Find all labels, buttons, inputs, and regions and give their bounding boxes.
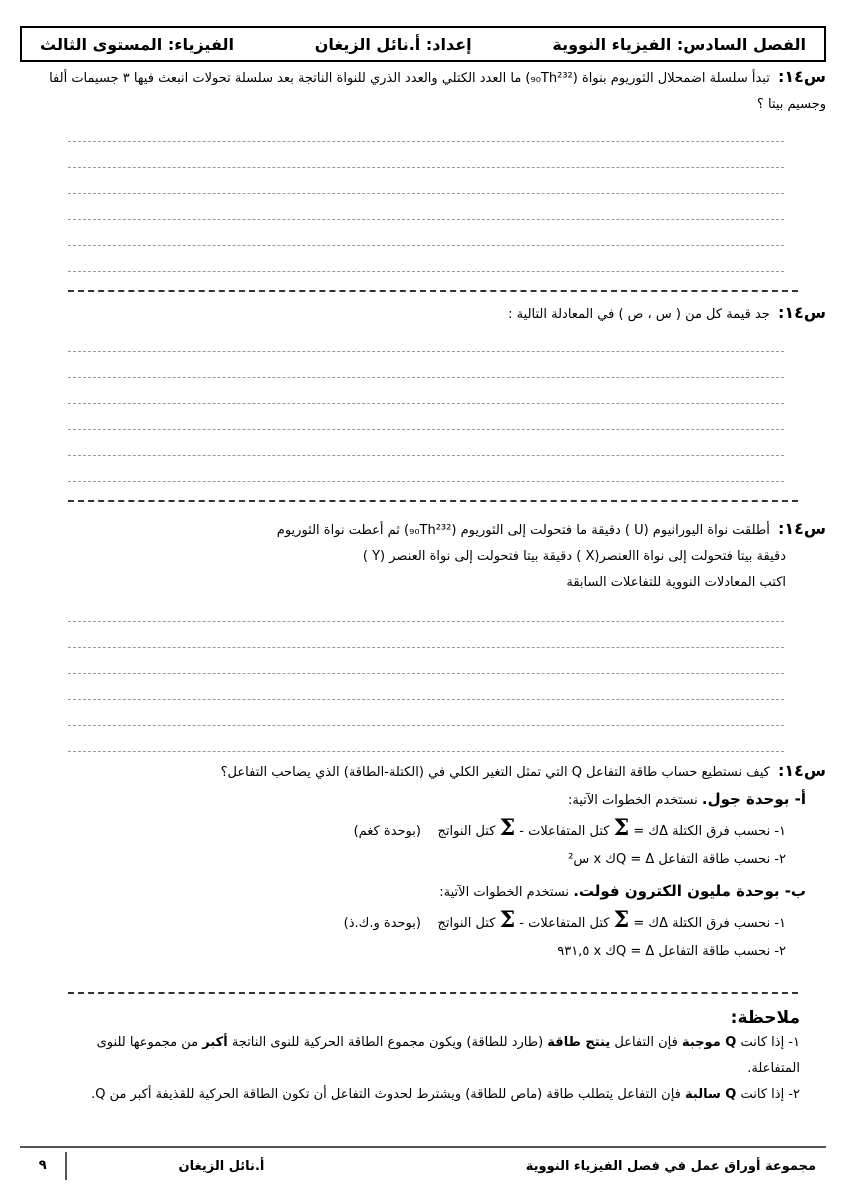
question-text-line-1: أطلقت نواة اليورانيوم (U ) دقيقة ما فتحولت إلى الثوريوم (₉₀Th²³²) ثم أعطت نواة الثوريوم xyxy=(276,523,770,538)
page-header xyxy=(20,26,826,62)
notes xyxy=(40,1030,800,1108)
step-text: كتل النواتج xyxy=(437,824,496,839)
question-number: س١٤: xyxy=(777,303,826,322)
question-2 xyxy=(40,300,826,328)
joule-intro: نستخدم الخطوات الآتية: xyxy=(567,793,698,808)
joule-step-1 xyxy=(40,814,826,846)
answer-lines-2 xyxy=(68,326,784,482)
step-text: ١- نحسب فرق الكتلة Δك = xyxy=(633,916,786,931)
level-label: الفيزياء: المستوى الثالث xyxy=(40,34,234,54)
mev-step-2: ٢- نحسب طاقة التفاعل Q = Δك x ٩٣١,٥ xyxy=(557,944,786,959)
joule-step-2: ٢- نحسب طاقة التفاعل Q = Δك x س² xyxy=(568,852,786,867)
unit-label: (بوحدة كغم) xyxy=(353,824,421,839)
note-emphasis: Q سالبة xyxy=(685,1087,737,1102)
note-emphasis: ينتج طاقة xyxy=(547,1035,611,1050)
question-text: تبدأ سلسلة اضمحلال الثوريوم بنواة (₉₀Th²³²) ما العدد الكتلي والعدد الذري للنواة الناتجة بعد سلسلة تحولات انبعث فيها ٣ جسيمات ألفا وجسيم بيتا ؟ xyxy=(49,71,826,112)
unit-label: (بوحدة و.ك.ذ) xyxy=(343,916,421,931)
note-2 xyxy=(40,1082,800,1108)
sigma-symbol: Σ xyxy=(499,815,516,841)
note-text: فإن التفاعل يتطلب طاقة (ماص للطاقة) ويشترط لحدوث التفاعل أن تكون الطاقة الحركية للقذيفة أكبر من Q. xyxy=(91,1087,681,1102)
question-3 xyxy=(40,516,826,596)
answer-line[interactable] xyxy=(68,246,784,272)
answer-line[interactable] xyxy=(68,352,784,378)
answer-line[interactable] xyxy=(68,378,784,404)
section-divider xyxy=(68,290,798,292)
question-text-line-3: اكتب المعادلات النووية للتفاعلات السابقة xyxy=(566,575,786,590)
sigma-symbol: Σ xyxy=(613,815,630,841)
question-text: جد قيمة كل من ( س ، ص ) في المعادلة التالية : xyxy=(508,307,770,322)
answer-lines-3 xyxy=(68,596,784,752)
answer-line[interactable] xyxy=(68,726,784,752)
note-text: (طارد للطاقة) ويكون مجموع الطاقة الحركية للنوى الناتجة xyxy=(231,1035,544,1050)
answer-line[interactable] xyxy=(68,648,784,674)
answer-line[interactable] xyxy=(68,596,784,622)
page-footer xyxy=(20,1150,826,1182)
footer-rule xyxy=(20,1146,826,1148)
note-text: من مجموعها للنوى المتفاعلة. xyxy=(96,1035,800,1076)
section-divider xyxy=(68,992,798,994)
answer-line[interactable] xyxy=(68,116,784,142)
footer-title: مجموعة أوراق عمل في فصل الفيزياء النووية xyxy=(525,1158,816,1174)
note-title: ملاحظة: xyxy=(730,1008,800,1028)
question-4 xyxy=(40,758,826,966)
page-number: ٩ xyxy=(20,1152,67,1180)
answer-lines-1 xyxy=(68,116,784,272)
step-text: كتل النواتج xyxy=(437,916,496,931)
chapter-title: الفصل السادس: الفيزياء النووية xyxy=(552,34,806,54)
answer-line[interactable] xyxy=(68,404,784,430)
answer-line[interactable] xyxy=(68,194,784,220)
question-1 xyxy=(40,64,826,118)
author-credit: إعداد: أ.نائل الزيغان xyxy=(314,34,472,54)
answer-line[interactable] xyxy=(68,622,784,648)
question-text-line-2: دقيقة بيتا فتحولت إلى نواة االعنصر(X ) دقيقة بيتا فتحولت إلى نواة العنصر (Y ) xyxy=(362,549,786,564)
mev-heading: ب- بوحدة مليون الكترون فولت. xyxy=(573,882,806,900)
note-text: ١- إذا كانت xyxy=(740,1035,800,1050)
step-text: كتل المتفاعلات - xyxy=(519,916,610,931)
joule-heading: أ- بوحدة جول. xyxy=(701,790,806,808)
note-1 xyxy=(40,1030,800,1082)
answer-line[interactable] xyxy=(68,674,784,700)
footer-author: أ.نائل الزيغان xyxy=(178,1158,265,1174)
note-text: فإن التفاعل xyxy=(614,1035,678,1050)
question-number: س١٤: xyxy=(777,67,826,86)
answer-line[interactable] xyxy=(68,220,784,246)
question-number: س١٤: xyxy=(777,761,826,780)
answer-line[interactable] xyxy=(68,168,784,194)
step-text: كتل المتفاعلات - xyxy=(519,824,610,839)
mev-intro: نستخدم الخطوات الآتية: xyxy=(439,885,570,900)
answer-line[interactable] xyxy=(68,142,784,168)
question-number: س١٤: xyxy=(777,519,826,538)
step-text: ١- نحسب فرق الكتلة Δك = xyxy=(633,824,786,839)
note-emphasis: أكبر xyxy=(202,1035,228,1050)
answer-line[interactable] xyxy=(68,430,784,456)
sigma-symbol: Σ xyxy=(499,907,516,933)
mev-step-1 xyxy=(40,906,826,938)
note-text: ٢- إذا كانت xyxy=(740,1087,800,1102)
note-emphasis: Q موجبة xyxy=(682,1035,737,1050)
section-divider xyxy=(68,500,798,502)
sigma-symbol: Σ xyxy=(613,907,630,933)
answer-line[interactable] xyxy=(68,456,784,482)
answer-line[interactable] xyxy=(68,700,784,726)
question-text: كيف نستطيع حساب طاقة التفاعل Q التي تمثل التغير الكلي في (الكتلة-الطاقة) الذي يصاحب التفاعل؟ xyxy=(220,765,770,780)
answer-line[interactable] xyxy=(68,326,784,352)
